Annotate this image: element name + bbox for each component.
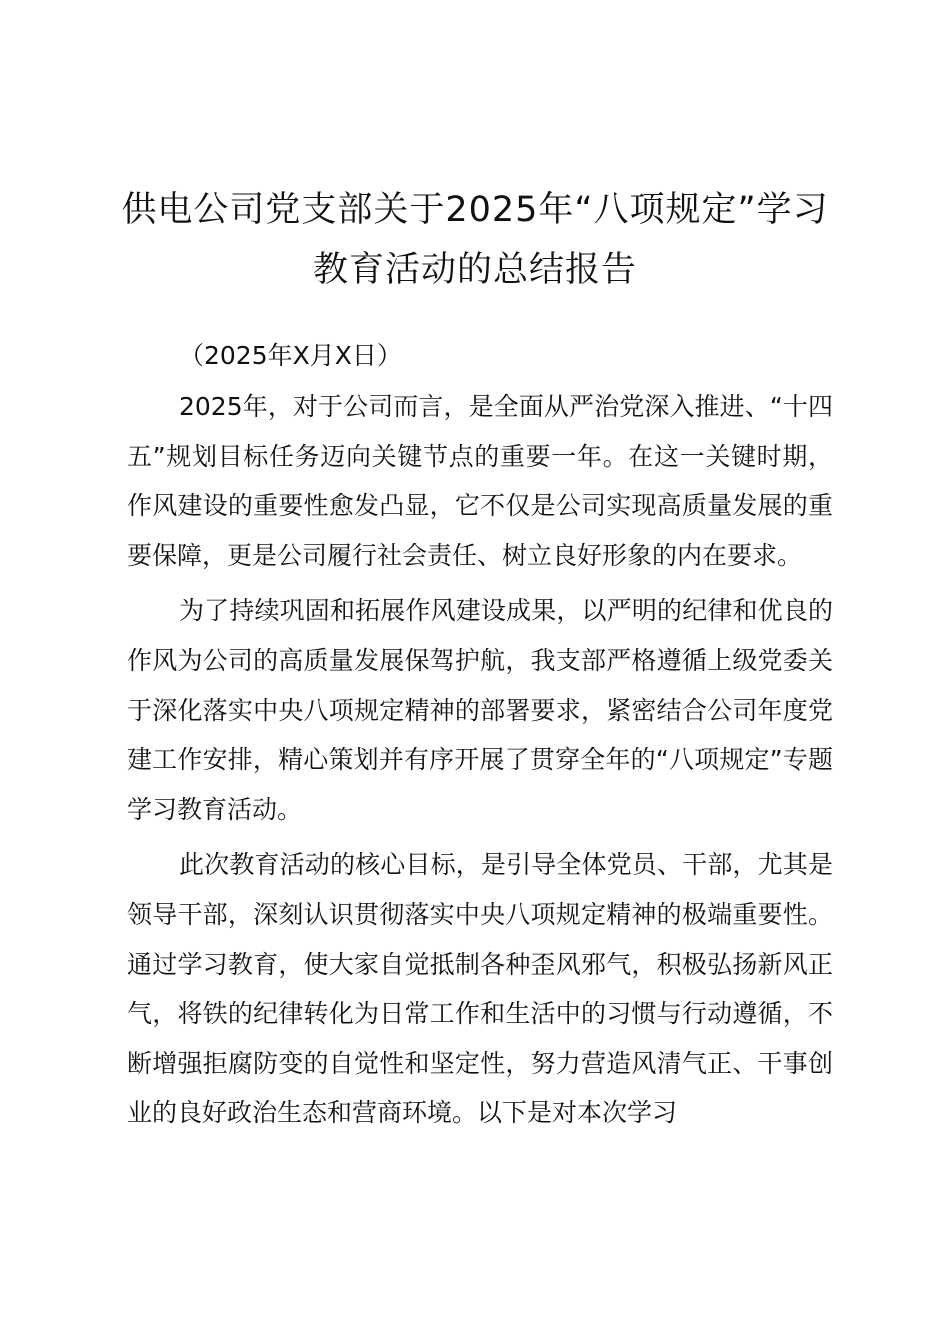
document-body bbox=[127, 335, 833, 1138]
paragraph-2: 为了持续巩固和拓展作风建设成果，以严明的纪律和优良的作风为公司的高质量发展保驾护航，我支部严格遵循上级党委关于深化落实中央八项规定精神的部署要求，紧密结合公司年度党建工作安排，精心策划并有序开展了贯穿全年的“八项规定”专题学习教育活动。 bbox=[127, 596, 833, 824]
paragraph-3: 此次教育活动的核心目标，是引导全体党员、干部，尤其是领导干部，深刻认识贯彻落实中央八项规定精神的极端重要性。通过学习教育，使大家自觉抵制各种歪风邪气，积极弘扬新风正气，将铁的纪律转化为日常工作和生活中的习惯与行动遵循，不断增强拒腐防变的自觉性和坚定性，努力营造风清气正、干事创业的良好政治生态和营商环境。以下是对本次学习 bbox=[127, 850, 833, 1128]
paragraph-1: 2025年，对于公司而言，是全面从严治党深入推进、“十四五”规划目标任务迈向关键节点的重要一年。在这一关键时期，作风建设的重要性愈发凸显，它不仅是公司实现高质量发展的重要保障，更是公司履行社会责任、树立良好形象的内在要求。 bbox=[127, 392, 833, 570]
document-title: 供电公司党支部关于2025年“八项规定”学习教育活动的总结报告 bbox=[121, 190, 829, 290]
document-date: （2025年X月X日） bbox=[179, 341, 402, 370]
